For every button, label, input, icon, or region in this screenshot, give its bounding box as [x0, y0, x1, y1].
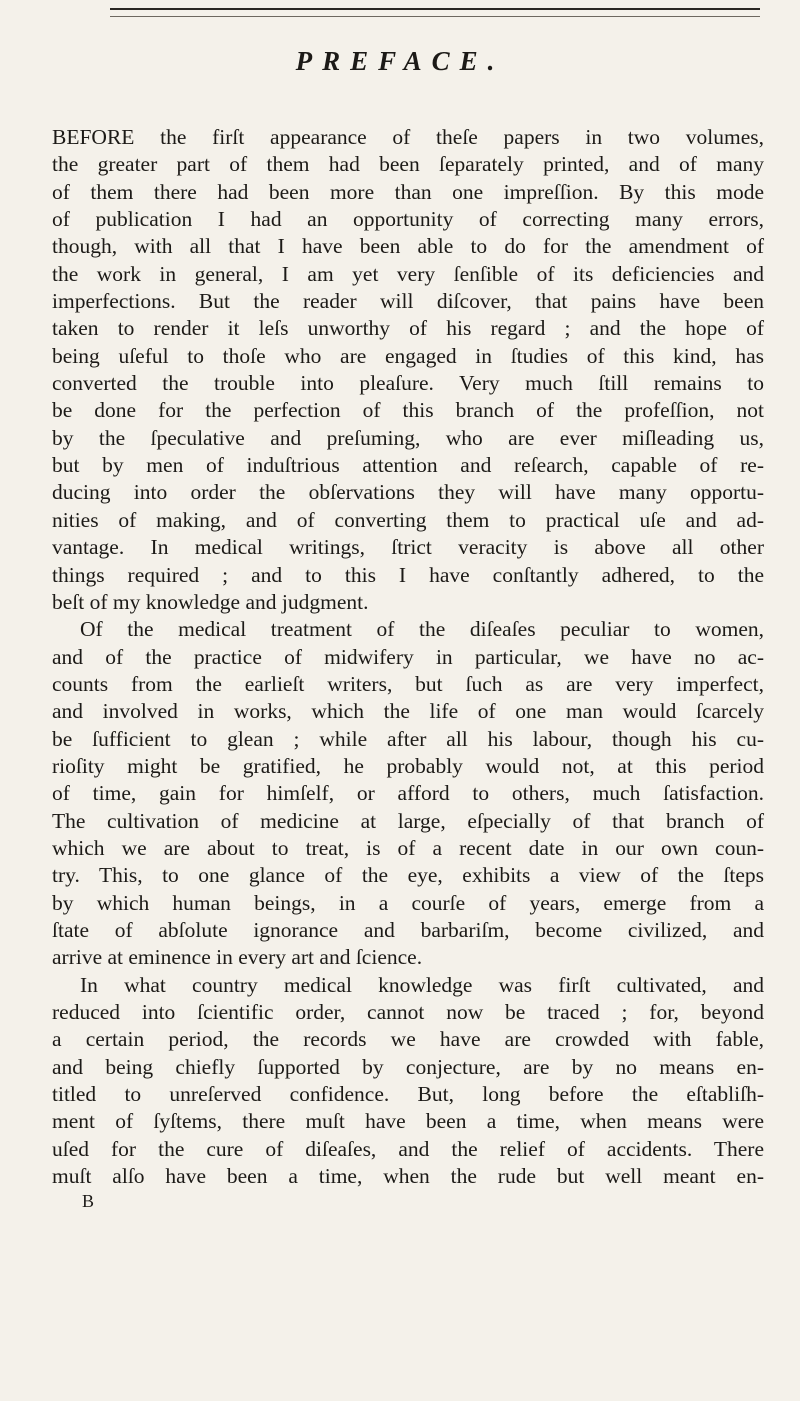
text-line: ducing into order the obſervations they will have many opportu- [52, 480, 764, 505]
preface-body [52, 124, 764, 1212]
text-line: rioſity might be gratified, he probably would not, at this period [52, 753, 764, 778]
page-title: PREFACE. [295, 46, 505, 76]
text-line: counts from the earlieſt writers, but ſuch as are very imperfect, [52, 671, 764, 696]
text-line: be ſufficient to glean ; while after all his labour, though his cu- [52, 726, 764, 751]
text-line: the greater part of them had been ſeparately printed, and of many [52, 152, 764, 177]
text-line: and of the practice of midwifery in particular, we have no ac- [52, 644, 764, 669]
text-line: a certain period, the records we have are crowded with fable, [52, 1027, 764, 1052]
text-line: The cultivation of medicine at large, eſpecially of that branch of [52, 808, 764, 833]
text-line: uſed for the cure of diſeaſes, and the relief of accidents. There [52, 1136, 764, 1161]
text-line: Of the medical treatment of the diſeaſes peculiar to women, [80, 617, 764, 642]
text-line: vantage. In medical writings, ſtrict veracity is above all other [52, 535, 764, 560]
text-line: arrive at eminence in every art and ſcience. [52, 945, 423, 970]
text-line: which we are about to treat, is of a recent date in our own coun- [52, 835, 764, 860]
text-line: In what country medical knowledge was firſt cultivated, and [80, 972, 764, 997]
text-line: converted the trouble into pleaſure. Very much ſtill remains to [52, 371, 764, 396]
text-line: of them there had been more than one impreſſion. By this mode [52, 179, 764, 204]
text-line: by which human beings, in a courſe of years, emerge from a [52, 890, 764, 915]
text-line: nities of making, and of converting them to practical uſe and ad- [52, 507, 764, 532]
text-line: be done for the perfection of this branch of the profeſſion, not [52, 398, 764, 423]
catchword: B [82, 1191, 95, 1212]
text-line: try. This, to one glance of the eye, exhibits a view of the ſteps [52, 863, 764, 888]
text-line: ſtate of abſolute ignorance and barbariſm, become civilized, and [52, 917, 764, 942]
text-line: the work in general, I am yet very ſenſible of its deficiencies and [52, 261, 764, 286]
text-line: reduced into ſcientific order, cannot now be traced ; for, beyond [52, 1000, 764, 1024]
text-line: though, with all that I have been able to do for the amendment of [52, 234, 764, 259]
text-line: of time, gain for himſelf, or afford to others, much ſatisfaction. [52, 781, 764, 806]
header-rule [110, 8, 760, 17]
text-line: BEFORE the firſt appearance of theſe papers in two volumes, [52, 125, 764, 149]
text-line: ment of ſyſtems, there muſt have been a time, when means were [52, 1109, 764, 1134]
text-line: muſt alſo have been a time, when the rude but well meant en- [52, 1164, 764, 1189]
text-line: of publication I had an opportunity of correcting many errors, [52, 207, 764, 232]
text-line: by the ſpeculative and preſuming, who are ever miſleading us, [52, 425, 764, 450]
text-line: and being chiefly ſupported by conjecture, are by no means en- [52, 1054, 764, 1079]
text-line: things required ; and to this I have conſtantly adhered, to the [52, 562, 764, 587]
text-line: titled to unreſerved confidence. But, long before the eſtabliſh- [52, 1082, 764, 1107]
text-line: and involved in works, which the life of one man would ſcarcely [52, 699, 764, 724]
text-line: beſt of my knowledge and judgment. [52, 589, 369, 614]
text-line: imperfections. But the reader will diſcover, that pains have been [52, 289, 764, 314]
text-line: taken to render it leſs unworthy of his regard ; and the hope of [52, 316, 764, 341]
text-line: but by men of induſtrious attention and reſearch, capable of re- [52, 453, 764, 478]
text-line: being uſeful to thoſe who are engaged in ſtudies of this kind, has [52, 343, 764, 368]
